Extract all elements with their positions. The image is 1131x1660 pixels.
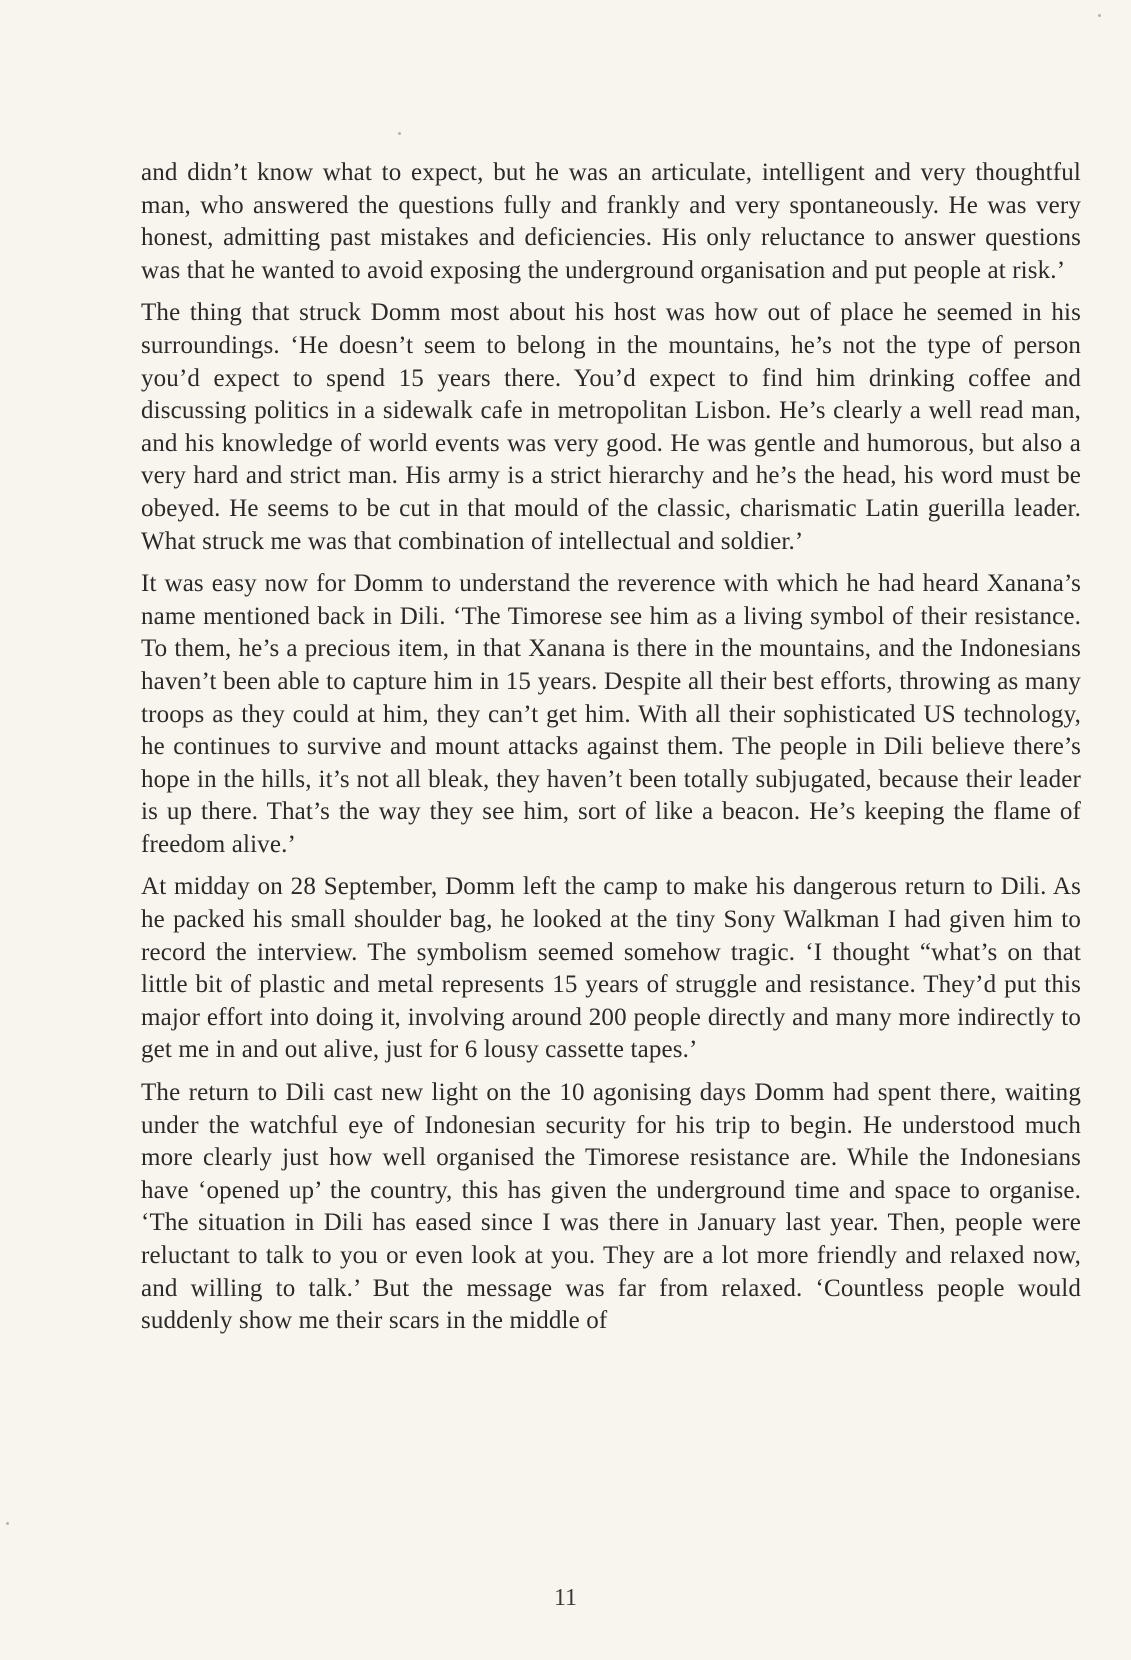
- paragraph: and didn’t know what to expect, but he was an articulate, intelligent and very thoughtful man, who answered the questions fully and frankly and very spontaneously. He was very honest, admitting past mistakes and deficiencies. His only reluctance to answer questions was that he wanted to avoid exposing the underground organisation and put people at risk.’: [141, 159, 1081, 284]
- paragraph: At midday on 28 September, Domm left the camp to make his dangerous return to Dili. As he packed his small shoulder bag, he looked at the tiny Sony Walkman I had given him to record the interview. The symbolism seemed somehow tragic. ‘I thought “what’s on that little bit of plastic and metal represents 15 years of struggle and resistance. They’d put this major effort into doing it, involving around 200 people directly and many more indirectly to get me in and out alive, just for 6 lousy cassette tapes.’: [141, 873, 1081, 1064]
- page-number: 11: [553, 1585, 578, 1611]
- paragraph: The return to Dili cast new light on the 10 agonising days Domm had spent there, waiting under the watchful eye of Indonesian security for his trip to begin. He understood much more clearly just how well organised the Timorese resistance are. While the Indonesians have ‘opened up’ the country, this has given the underground time and space to organise. ‘The situation in Dili has eased since I was there in January last year. Then, people were reluctant to talk to you or even look at you. They are a lot more friendly and relaxed now, and willing to talk.’ But the message was far from relaxed. ‘Countless people would suddenly show me their scars in the middle of: [141, 1079, 1081, 1335]
- paragraph: It was easy now for Domm to understand the reverence with which he had heard Xanana’s name mentioned back in Dili. ‘The Timorese see him as a living symbol of their resistance. To them, he’s a precious item, in that Xanana is there in the mountains, and the Indonesians haven’t been able to capture him in 15 years. Despite all their best efforts, throwing as many troops as they could at him, they can’t get him. With all their sophisticated US technology, he continues to survive and mount attacks against them. The people in Dili believe there’s hope in the hills, it’s not all bleak, they haven’t been totally subjugated, because their leader is up there. That’s the way they see him, sort of like a beacon. He’s keeping the flame of freedom alive.’: [141, 570, 1081, 858]
- paper-speck: [1098, 14, 1101, 17]
- paragraph: The thing that struck Domm most about his host was how out of place he seemed in his surroundings. ‘He doesn’t seem to belong in the mountains, he’s not the type of person you’d expect to spend 15 years there. You’d expect to find him drinking coffee and discussing politics in a sidewalk cafe in metropolitan Lisbon. He’s clearly a well read man, and his knowledge of world events was very good. He was gentle and humorous, but also a very hard and strict man. His army is a strict hierarchy and he’s the head, his word must be obeyed. He seems to be cut in that mould of the classic, charismatic Latin guerilla leader. What struck me was that combination of intellectual and soldier.’: [141, 299, 1081, 555]
- paper-speck: [6, 1522, 9, 1525]
- body-text: [141, 157, 1081, 1348]
- paper-speck: [398, 132, 401, 135]
